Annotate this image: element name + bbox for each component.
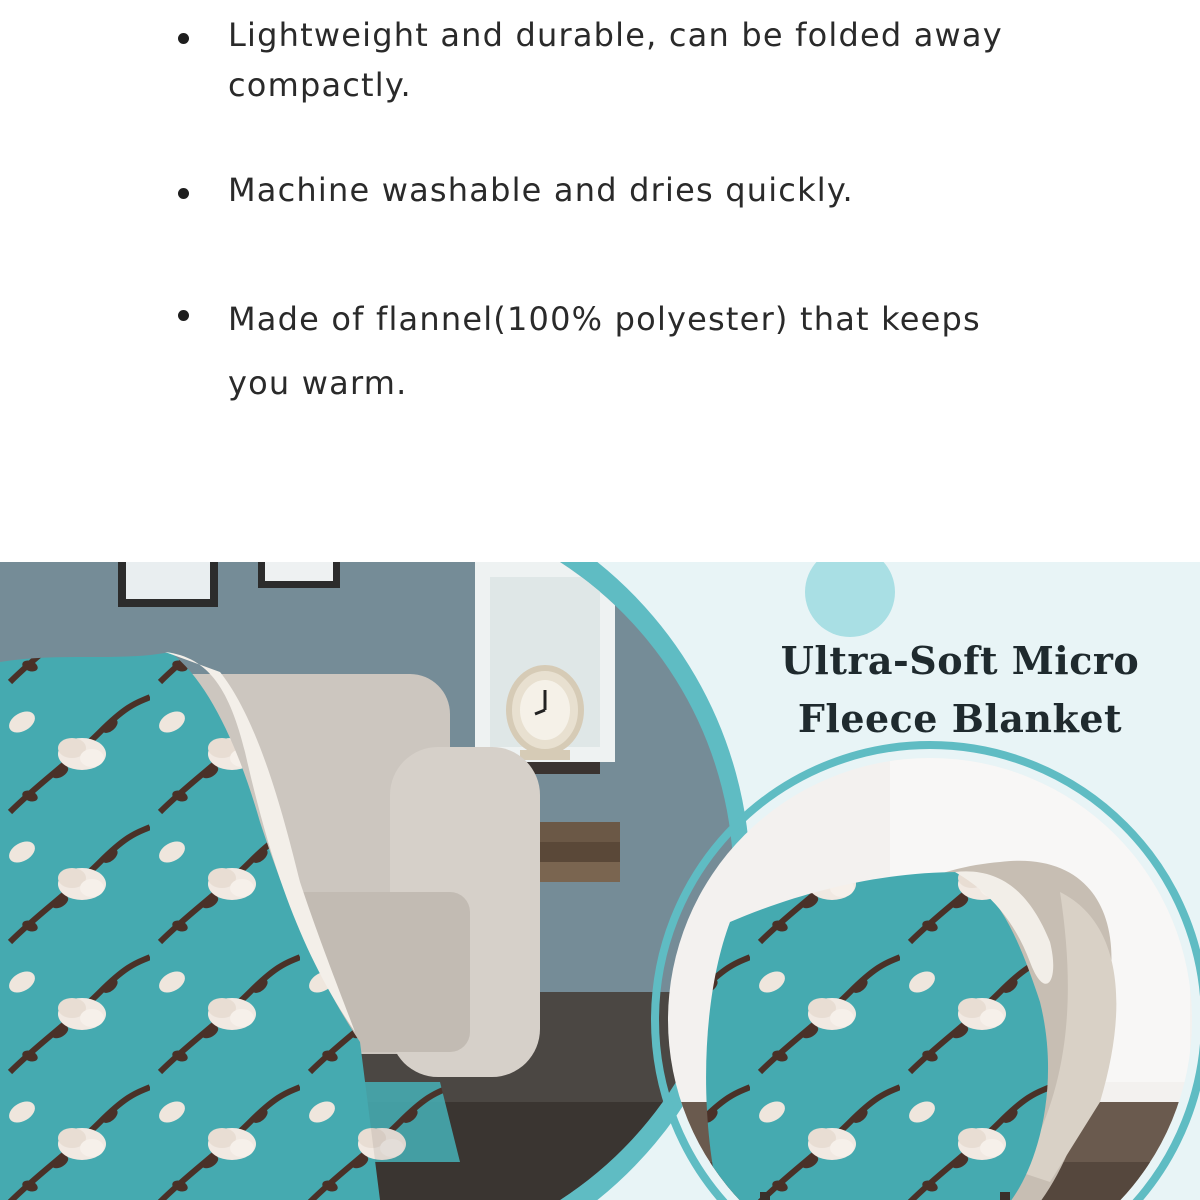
feature-text	[228, 165, 1048, 215]
bullet-dot-icon	[178, 188, 189, 199]
feature-line: Made of flannel(100% polyester) that keeps	[228, 300, 981, 338]
banner-title-line: Fleece Blanket	[797, 696, 1123, 741]
banner-title	[760, 632, 1160, 748]
feature-line: you warm.	[228, 364, 408, 402]
bullet-dot-icon	[178, 310, 189, 321]
bullet-dot-icon	[178, 33, 189, 44]
banner-title-line: Ultra-Soft Micro	[780, 638, 1140, 683]
feature-list	[0, 0, 1200, 560]
feature-line: Lightweight and durable, can be folded away	[228, 16, 1003, 54]
feature-line: Machine washable and dries quickly.	[228, 171, 854, 209]
feature-text	[228, 287, 1048, 415]
feature-text	[228, 10, 1048, 110]
feature-line: compactly.	[228, 66, 412, 104]
product-banner	[0, 562, 1200, 1200]
